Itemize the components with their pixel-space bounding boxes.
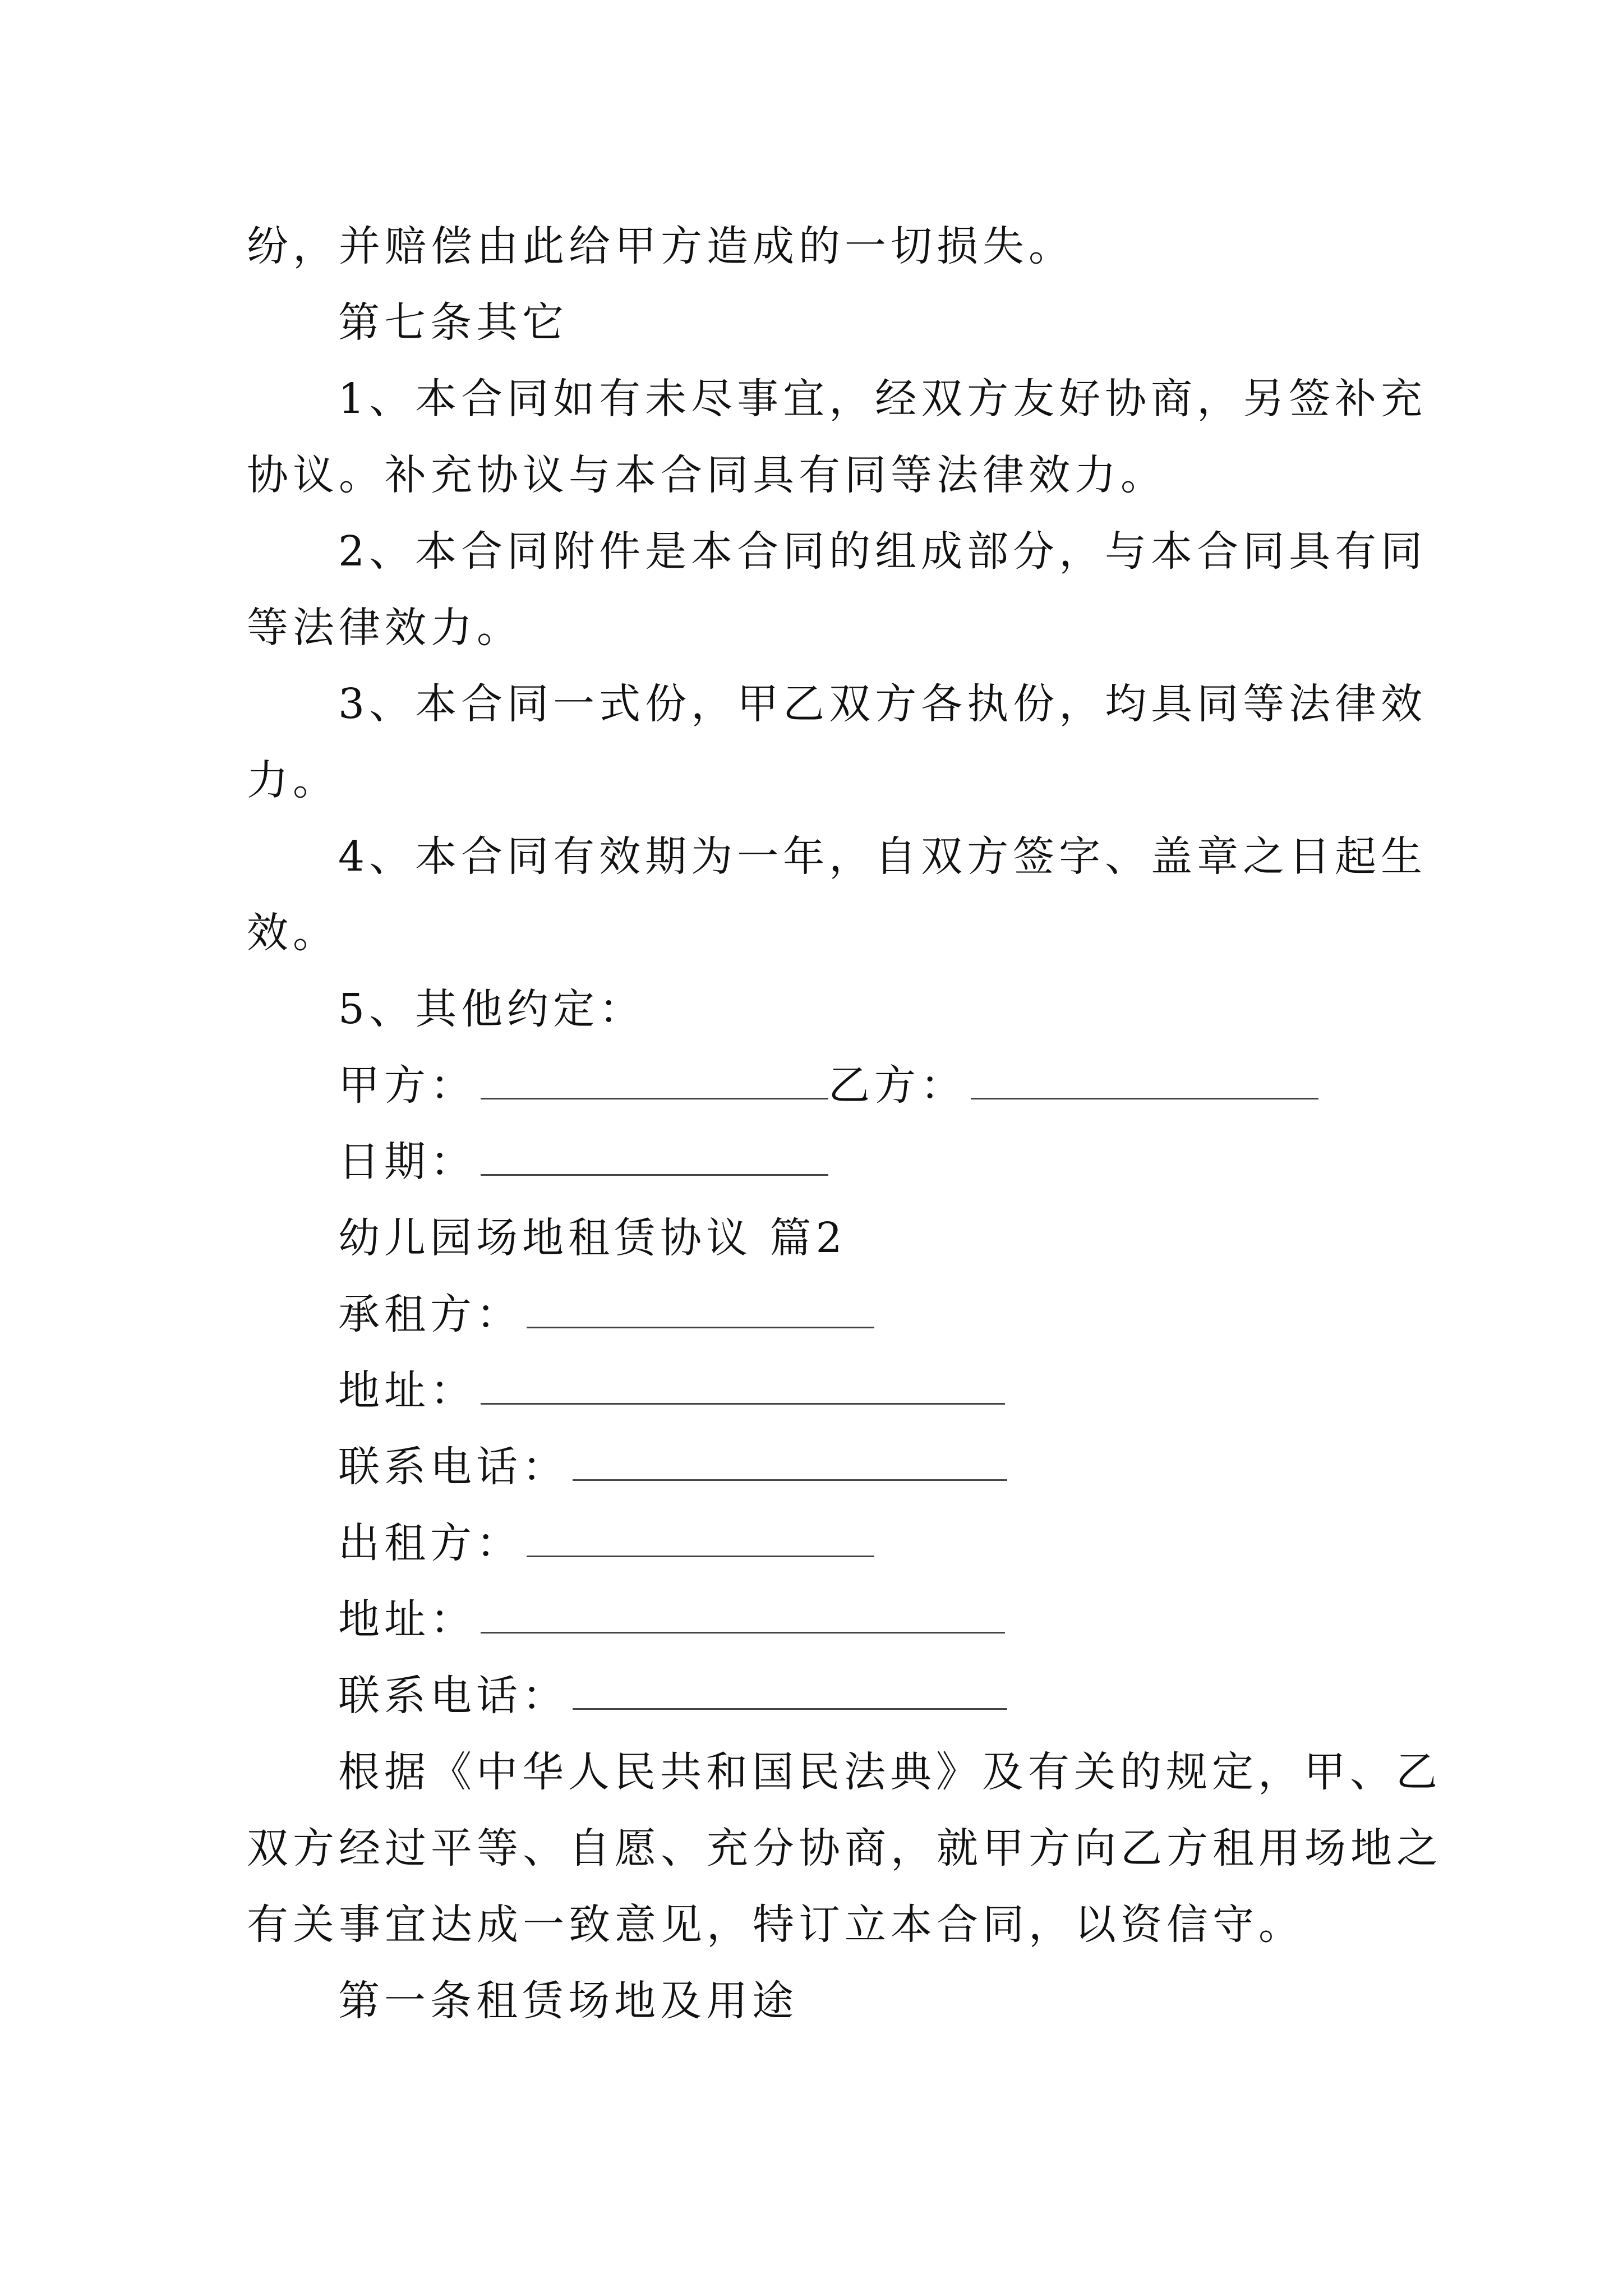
lessee-address-row [338,1366,1005,1415]
lessor-phone-label: 联系电话： [338,1672,568,1720]
lessee-address-label: 地址： [338,1366,476,1415]
lessee-label: 承租方： [338,1290,522,1338]
date-blank[interactable] [481,1142,828,1176]
date-row [338,1138,828,1186]
clause-1-line-1: 1、本合同如有未尽事宜，经双方友好协商，另签补充 [338,375,1427,423]
date-label: 日期： [338,1138,476,1186]
lessor-blank[interactable] [527,1523,874,1557]
signature-row [338,1061,1318,1110]
party-b-label: 乙方： [828,1061,966,1110]
lessee-address-blank[interactable] [481,1370,1005,1405]
clause-3-line-2: 力。 [247,756,339,804]
lessee-phone-row [338,1443,1007,1491]
section-title: 幼儿园场地租赁协议 篇2 [338,1214,847,1262]
party-b-blank[interactable] [971,1065,1318,1099]
preamble-line-1: 根据《中华人民共和国民法典》及有关的规定，甲、乙 [338,1748,1442,1796]
lessee-row [338,1290,874,1338]
clause-1-line-2: 协议。补充协议与本合同具有同等法律效力。 [247,451,1166,499]
clause-5-line: 5、其他约定： [338,985,645,1033]
lessor-label: 出租方： [338,1519,522,1567]
lessor-address-row [338,1595,1005,1644]
clause-2-line-2: 等法律效力。 [247,604,523,652]
preamble-line-3: 有关事宜达成一致意见，特订立本合同，以资信守。 [247,1901,1304,1949]
lessee-blank[interactable] [527,1294,874,1328]
lessee-phone-label: 联系电话： [338,1443,568,1491]
lessee-phone-blank[interactable] [573,1447,1007,1481]
lessor-phone-row [338,1672,1007,1720]
article-heading: 第七条其它 [338,298,568,347]
lessor-address-label: 地址： [338,1595,476,1644]
clause-2-line-1: 2、本合同附件是本合同的组成部分，与本合同具有同 [338,527,1427,576]
lessor-row [338,1519,874,1567]
clause-4-line-1: 4、本合同有效期为一年，自双方签字、盖章之日起生 [338,832,1427,881]
clause-4-line-2: 效。 [247,909,339,957]
article-1-heading: 第一条租赁场地及用途 [338,1977,798,2025]
paragraph-line: 纷，并赔偿由此给甲方造成的一切损失。 [247,222,1075,270]
party-a-blank[interactable] [481,1065,828,1099]
clause-3-line-1: 3、本合同一式份，甲乙双方各执份，均具同等法律效 [338,680,1427,728]
lessor-address-blank[interactable] [481,1599,1005,1634]
party-a-label: 甲方： [338,1061,476,1110]
preamble-line-2: 双方经过平等、自愿、充分协商，就甲方向乙方租用场地之 [247,1824,1442,1872]
lessor-phone-blank[interactable] [573,1676,1007,1710]
